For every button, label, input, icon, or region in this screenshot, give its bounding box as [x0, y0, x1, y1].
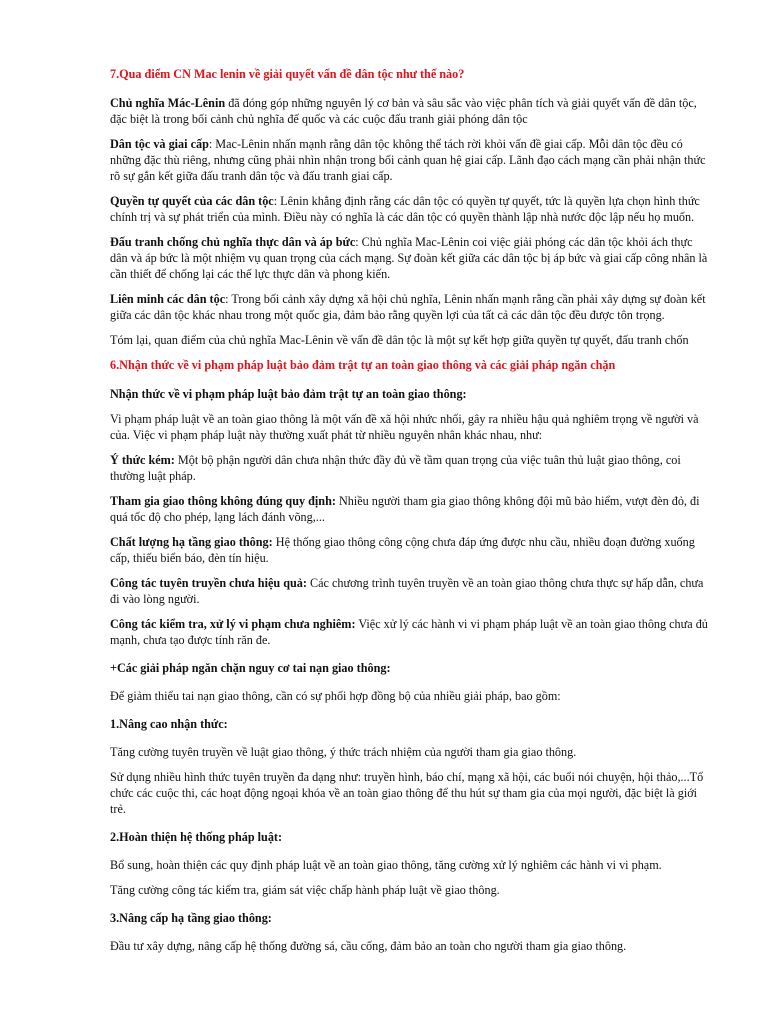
cause-item [110, 534, 712, 566]
section6-intro: Vi phạm pháp luật về an toàn giao thông là một vấn đề xã hội nhức nhối, gây ra nhiều hậu quả nghiêm trọng về người và của. Việc vi phạm pháp luật này thường xuất phát từ nhiều nguyên nhân khác nhau, như: [110, 412, 699, 442]
solutions-intro: Để giảm thiểu tai nạn giao thông, cần có sự phối hợp đồng bộ của nhiều giải pháp, bao gồm: [110, 689, 561, 703]
paragraph-text: : Chủ nghĩa Mac-Lênin coi việc giải phóng các dân tộc khỏi ách thực dân và áp bức là một nhiệm vụ quan trọng của cách mạng. Sự đoàn kết giữa các dân tộc bị áp bức và giai cấp công nhân là cần thiết để chống lại các thế lực thực dân và phong kiến. [110, 235, 708, 281]
solution1-paragraph: Tăng cường tuyên truyền về luật giao thông, ý thức trách nhiệm của người tham gia giao thông. [110, 745, 577, 759]
section6-heading: 6.Nhận thức về vi phạm pháp luật bảo đảm trật tự an toàn giao thông và các giải pháp ngăn chặn [110, 358, 616, 372]
solution3-title: 3.Nâng cấp hạ tầng giao thông: [110, 911, 272, 925]
cause-text: Nhiều người tham gia giao thông không đội mũ bảo hiểm, vượt đèn đỏ, đi quá tốc độ cho phép, lạng lách đánh võng,... [110, 494, 700, 524]
solution2-paragraph: Tăng cường công tác kiểm tra, giám sát việc chấp hành pháp luật về giao thông. [110, 883, 500, 897]
cause-item [110, 575, 712, 607]
paragraph-text: đã đóng góp những nguyên lý cơ bản và sâu sắc vào việc phân tích và giải quyết vấn đề dân tộc, đặc biệt là trong bối cảnh chủ nghĩa đế quốc và các cuộc đấu tranh giải phóng dân tộc [110, 96, 697, 126]
section6-subheading: Nhận thức về vi phạm pháp luật bảo đảm trật tự an toàn giao thông: [110, 387, 467, 401]
paragraph-term: Liên minh các dân tộc [110, 292, 226, 306]
cause-term: Chất lượng hạ tầng giao thông: [110, 535, 273, 549]
cause-item [110, 493, 712, 525]
cause-text: Việc xử lý các hành vi vi phạm pháp luật về an toàn giao thông chưa đủ mạnh, chưa tạo được tính răn đe. [110, 617, 708, 647]
cause-term: Tham gia giao thông không đúng quy định: [110, 494, 336, 508]
solution2-title: 2.Hoàn thiện hệ thống pháp luật: [110, 830, 283, 844]
cause-text: Một bộ phận người dân chưa nhận thức đầy đủ về tầm quan trọng của việc tuân thủ luật giao thông, coi thường luật pháp. [110, 453, 681, 483]
solution2-paragraph: Bổ sung, hoàn thiện các quy định pháp luật về an toàn giao thông, tăng cường xử lý nghiêm các hành vi vi phạm. [110, 858, 662, 872]
section7-paragraph [110, 234, 712, 282]
solution1-paragraph: Sử dụng nhiều hình thức tuyên truyền đa dạng như: truyền hình, báo chí, mạng xã hội, các buổi nói chuyện, hội thảo,...Tổ chức các cuộc thi, các hoạt động ngoại khóa về an toàn giao thông để thu hút sự tham gia của mọi người, đặc biệt là giới trẻ. [110, 770, 704, 816]
section7-paragraph [110, 193, 712, 225]
document-page [110, 66, 712, 963]
cause-term: Công tác kiểm tra, xử lý vi phạm chưa nghiêm: [110, 617, 356, 631]
section7-heading: 7.Qua điểm CN Mac lenin về giải quyết vấn đề dân tộc như thế nào? [110, 67, 465, 81]
paragraph-term: Quyền tự quyết của các dân tộc [110, 194, 274, 208]
solutions-heading: +Các giải pháp ngăn chặn nguy cơ tai nạn giao thông: [110, 661, 391, 675]
section7-paragraph [110, 95, 712, 127]
cause-term: Ý thức kém: [110, 453, 175, 467]
cause-text: Hệ thống giao thông công cộng chưa đáp ứng được nhu cầu, nhiều đoạn đường xuống cấp, thiếu biển báo, đèn tín hiệu. [110, 535, 695, 565]
paragraph-text: : Mac-Lênin nhấn mạnh rằng dân tộc không thể tách rời khỏi vấn đề giai cấp. Mỗi dân tộc đều có những đặc thù riêng, nhưng cũng phải nhìn nhận trong bối cảnh quan hệ giai cấp. Lãnh đạo cách mạng cần phải nhận thức rõ sự gắn kết giữa đấu tranh dân tộc và đấu tranh giai cấp. [110, 137, 706, 183]
paragraph-text: Tóm lại, quan điểm của chủ nghĩa Mac-Lênin về vấn đề dân tộc là một sự kết hợp giữa quyền tự quyết, đấu tranh chốn [110, 333, 689, 347]
paragraph-text: : Trong bối cảnh xây dựng xã hội chủ nghĩa, Lênin nhấn mạnh rằng cần phải xây dựng sự đoàn kết giữa các dân tộc khác nhau trong một quốc gia, đảm bảo rằng quyền lợi của tất cả các dân tộc đều được tôn trọng. [110, 292, 706, 322]
cause-item [110, 616, 712, 648]
paragraph-term: Chủ nghĩa Mác-Lênin [110, 96, 226, 110]
section7-summary [110, 332, 712, 348]
section7-paragraph [110, 136, 712, 184]
paragraph-text: : Lênin khẳng định rằng các dân tộc có quyền tự quyết, tức là quyền lựa chọn hình thức chính trị và sự phát triển của mình. Điều này có nghĩa là các dân tộc có quyền thành lập nhà nước độc lập nếu họ muốn. [110, 194, 700, 224]
solution3-paragraph: Đầu tư xây dựng, nâng cấp hệ thống đường sá, cầu cống, đảm bảo an toàn cho người tham gia giao thông. [110, 939, 627, 953]
cause-text: Các chương trình tuyên truyền về an toàn giao thông chưa thực sự hấp dẫn, chưa đi vào lòng người. [110, 576, 704, 606]
solution1-title: 1.Nâng cao nhận thức: [110, 717, 228, 731]
cause-item [110, 452, 712, 484]
section7-paragraph [110, 291, 712, 323]
cause-term: Công tác tuyên truyền chưa hiệu quả: [110, 576, 307, 590]
paragraph-term: Đấu tranh chống chủ nghĩa thực dân và áp bức [110, 235, 356, 249]
paragraph-term: Dân tộc và giai cấp [110, 137, 209, 151]
